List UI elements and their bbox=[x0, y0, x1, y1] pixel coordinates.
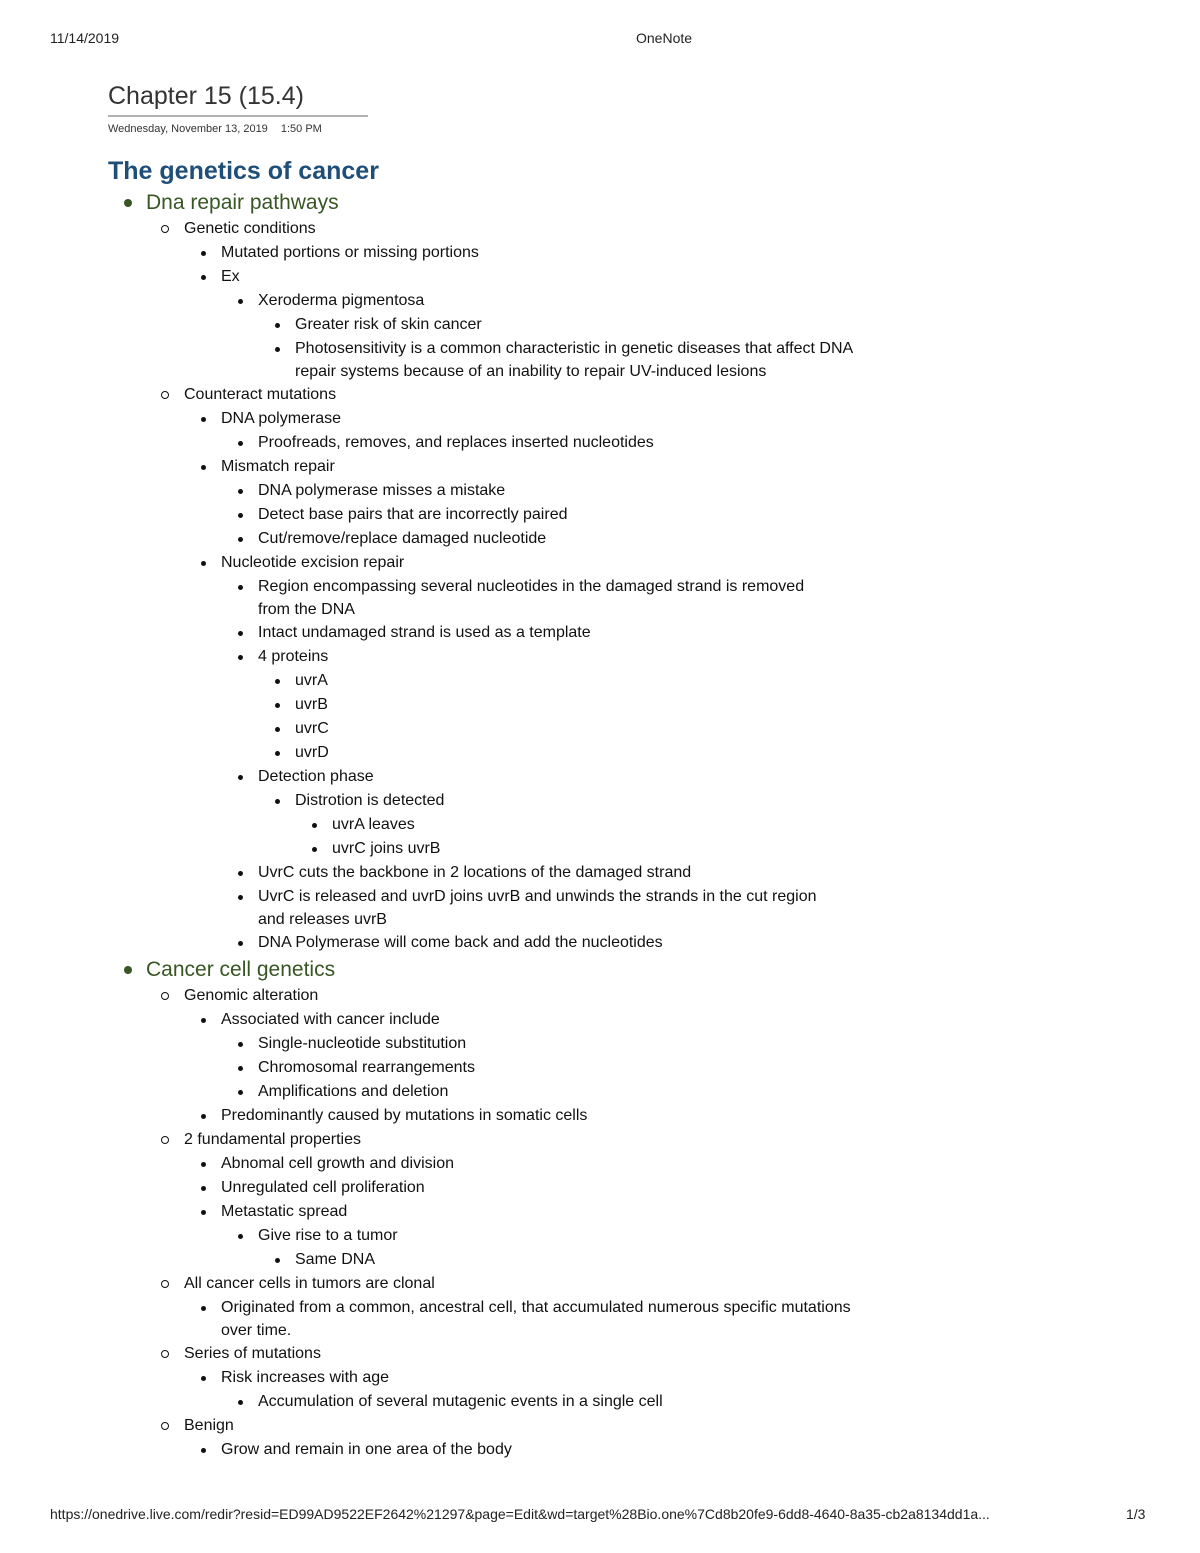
item-label: Abnomal cell growth and division bbox=[221, 1155, 455, 1172]
item-label: Mismatch repair bbox=[221, 458, 335, 475]
item-label: uvrB bbox=[295, 696, 328, 713]
bullet-icon bbox=[312, 823, 317, 828]
outline-item-cancer-cell-genetics bbox=[146, 955, 1008, 1462]
bullet-icon bbox=[238, 299, 243, 304]
list-item bbox=[221, 241, 1008, 265]
outline bbox=[108, 188, 1008, 1462]
circle-bullet-icon bbox=[161, 391, 169, 399]
bullet-icon bbox=[275, 703, 280, 708]
bullet-icon bbox=[201, 417, 206, 422]
item-label: Photosensitivity is a common characteristic in genetic diseases that affect DNA repair systems because of an inability to repair UV-induced lesions bbox=[295, 340, 853, 380]
bullet-icon bbox=[201, 1114, 206, 1119]
item-label: Distrotion is detected bbox=[295, 792, 445, 809]
item-label: Benign bbox=[184, 1417, 234, 1434]
item-label: Nucleotide excision repair bbox=[221, 554, 405, 571]
list-item bbox=[258, 1032, 1008, 1056]
item-label: Region encompassing several nucleotides in the damaged strand is removed from the DNA bbox=[258, 578, 805, 618]
bullet-icon bbox=[201, 251, 206, 256]
list-item bbox=[258, 621, 1008, 645]
bullet-icon bbox=[238, 585, 243, 590]
item-label: Counteract mutations bbox=[184, 386, 337, 403]
circle-bullet-icon bbox=[161, 1280, 169, 1288]
bullet-icon bbox=[201, 1376, 206, 1381]
outline-item-benign bbox=[184, 1414, 1008, 1462]
bullet-icon bbox=[201, 1018, 206, 1023]
circle-bullet-icon bbox=[161, 992, 169, 1000]
bullet-icon bbox=[201, 1186, 206, 1191]
bullet-icon bbox=[275, 323, 280, 328]
bullet-icon bbox=[238, 1090, 243, 1095]
list-item bbox=[258, 503, 1008, 527]
bullet-icon bbox=[275, 1258, 280, 1263]
item-label: Give rise to a tumor bbox=[258, 1227, 398, 1244]
bullet-icon bbox=[201, 275, 206, 280]
item-label: DNA Polymerase will come back and add the nucleotides bbox=[258, 934, 663, 951]
list-item bbox=[221, 1296, 861, 1342]
list-item bbox=[258, 1056, 1008, 1080]
print-app-name: OneNote bbox=[636, 30, 693, 46]
item-label: uvrC bbox=[295, 720, 329, 737]
outline-item-counteract-mutations bbox=[184, 383, 1008, 955]
list-item bbox=[221, 407, 1008, 455]
bullet-icon bbox=[275, 799, 280, 804]
outline-item-series-of-mutations bbox=[184, 1342, 1008, 1414]
item-label: Chromosomal rearrangements bbox=[258, 1059, 475, 1076]
item-label: 2 fundamental properties bbox=[184, 1131, 361, 1148]
list-item bbox=[221, 1438, 1008, 1462]
list-item bbox=[258, 431, 1008, 455]
circle-bullet-icon bbox=[161, 1422, 169, 1430]
item-label: Greater risk of skin cancer bbox=[295, 316, 482, 333]
bullet-icon bbox=[201, 561, 206, 566]
item-label: Mutated portions or missing portions bbox=[221, 244, 479, 261]
bullet-icon bbox=[201, 1448, 206, 1453]
item-label: Associated with cancer include bbox=[221, 1011, 440, 1028]
list-item bbox=[295, 717, 1008, 741]
page-title: Chapter 15 (15.4) bbox=[108, 82, 368, 117]
list-item bbox=[258, 289, 1008, 383]
item-label: Cancer cell genetics bbox=[146, 958, 336, 981]
item-label: Grow and remain in one area of the body bbox=[221, 1441, 512, 1458]
bullet-icon bbox=[238, 489, 243, 494]
bullet-icon bbox=[201, 1210, 206, 1215]
section-heading: The genetics of cancer bbox=[108, 157, 379, 185]
list-item bbox=[258, 479, 1008, 503]
list-item bbox=[295, 669, 1008, 693]
item-label: Single-nucleotide substitution bbox=[258, 1035, 467, 1052]
list-item bbox=[221, 1176, 1008, 1200]
item-label: Unregulated cell proliferation bbox=[221, 1179, 425, 1196]
list-item bbox=[332, 837, 1008, 861]
item-label: Series of mutations bbox=[184, 1345, 321, 1362]
bullet-icon bbox=[201, 1162, 206, 1167]
list-item bbox=[221, 455, 1008, 551]
list-item bbox=[258, 861, 1008, 885]
outline-item-dna-repair bbox=[146, 188, 1008, 955]
bullet-icon bbox=[238, 895, 243, 900]
outline-item-genetic-conditions bbox=[184, 217, 1008, 383]
bullet-icon bbox=[124, 199, 132, 207]
list-item bbox=[221, 265, 1008, 383]
bullet-icon bbox=[238, 513, 243, 518]
item-label: uvrA bbox=[295, 672, 328, 689]
list-item bbox=[295, 337, 855, 383]
bullet-icon bbox=[275, 679, 280, 684]
item-label: Dna repair pathways bbox=[146, 191, 339, 214]
list-item bbox=[221, 1008, 1008, 1104]
list-item bbox=[258, 575, 818, 621]
note-content bbox=[108, 154, 1008, 1462]
bullet-icon bbox=[201, 1306, 206, 1311]
page-created bbox=[108, 123, 332, 135]
list-item bbox=[258, 1080, 1008, 1104]
list-item bbox=[332, 813, 1008, 837]
bullet-icon bbox=[238, 1400, 243, 1405]
list-item bbox=[295, 693, 1008, 717]
bullet-icon bbox=[275, 347, 280, 352]
bullet-icon bbox=[238, 775, 243, 780]
list-item bbox=[221, 551, 1008, 955]
item-label: Amplifications and deletion bbox=[258, 1083, 449, 1100]
bullet-icon bbox=[124, 966, 132, 974]
item-label: Metastatic spread bbox=[221, 1203, 348, 1220]
bullet-icon bbox=[238, 1042, 243, 1047]
item-label: Proofreads, removes, and replaces inserted nucleotides bbox=[258, 434, 654, 451]
item-label: DNA polymerase misses a mistake bbox=[258, 482, 506, 499]
list-item bbox=[221, 1104, 1008, 1128]
list-item bbox=[221, 1152, 1008, 1176]
item-label: Same DNA bbox=[295, 1251, 376, 1268]
bullet-icon bbox=[275, 727, 280, 732]
item-label: UvrC is released and uvrD joins uvrB and unwinds the strands in the cut region and releases uvrB bbox=[258, 888, 817, 928]
circle-bullet-icon bbox=[161, 225, 169, 233]
item-label: Xeroderma pigmentosa bbox=[258, 292, 425, 309]
outline-item-fundamental-properties bbox=[184, 1128, 1008, 1272]
item-label: Ex bbox=[221, 268, 240, 285]
bullet-icon bbox=[238, 1234, 243, 1239]
item-label: Risk increases with age bbox=[221, 1369, 390, 1386]
list-item bbox=[295, 741, 1008, 765]
bullet-icon bbox=[275, 751, 280, 756]
list-item bbox=[295, 1248, 1008, 1272]
item-label: DNA polymerase bbox=[221, 410, 342, 427]
item-label: 4 proteins bbox=[258, 648, 329, 665]
item-label: Accumulation of several mutagenic events in a single cell bbox=[258, 1393, 663, 1410]
bullet-icon bbox=[238, 441, 243, 446]
list-item bbox=[295, 789, 1008, 861]
outline-item-genomic-alteration bbox=[184, 984, 1008, 1128]
print-date: 11/14/2019 bbox=[50, 30, 120, 46]
created-time: 1:50 PM bbox=[280, 123, 322, 135]
item-label: UvrC cuts the backbone in 2 locations of the damaged strand bbox=[258, 864, 692, 881]
item-label: uvrD bbox=[295, 744, 329, 761]
page-number: 1/3 bbox=[1126, 1506, 1146, 1522]
print-url: https://onedrive.live.com/redir?resid=ED99AD9522EF2642%21297&page=Edit&wd=target%28Bio.one%7Cd8b20fe9-6dd8-4640-8a35-cb2a8134dd1a... bbox=[50, 1506, 990, 1522]
list-item bbox=[295, 313, 1008, 337]
bullet-icon bbox=[238, 631, 243, 636]
list-item bbox=[258, 765, 1008, 861]
list-item bbox=[258, 645, 1008, 765]
item-label: Originated from a common, ancestral cell, that accumulated numerous specific mutations over time. bbox=[221, 1299, 851, 1339]
bullet-icon bbox=[238, 537, 243, 542]
item-label: Cut/remove/replace damaged nucleotide bbox=[258, 530, 547, 547]
item-label: Detection phase bbox=[258, 768, 374, 785]
item-label: All cancer cells in tumors are clonal bbox=[184, 1275, 435, 1292]
item-label: Detect base pairs that are incorrectly paired bbox=[258, 506, 568, 523]
item-label: Genetic conditions bbox=[184, 220, 316, 237]
circle-bullet-icon bbox=[161, 1136, 169, 1144]
list-item bbox=[221, 1366, 1008, 1414]
outline-item-clonal bbox=[184, 1272, 1008, 1342]
bullet-icon bbox=[238, 655, 243, 660]
list-item bbox=[258, 931, 1008, 955]
list-item bbox=[258, 885, 838, 931]
list-item bbox=[221, 1200, 1008, 1272]
created-date: Wednesday, November 13, 2019 bbox=[108, 123, 268, 135]
bullet-icon bbox=[238, 1066, 243, 1071]
item-label: uvrC joins uvrB bbox=[332, 840, 441, 857]
list-item bbox=[258, 1224, 1008, 1272]
bullet-icon bbox=[312, 847, 317, 852]
bullet-icon bbox=[201, 465, 206, 470]
circle-bullet-icon bbox=[161, 1350, 169, 1358]
bullet-icon bbox=[238, 871, 243, 876]
item-label: Predominantly caused by mutations in somatic cells bbox=[221, 1107, 588, 1124]
bullet-icon bbox=[238, 941, 243, 946]
item-label: Intact undamaged strand is used as a template bbox=[258, 624, 591, 641]
item-label: Genomic alteration bbox=[184, 987, 319, 1004]
list-item bbox=[258, 527, 1008, 551]
item-label: uvrA leaves bbox=[332, 816, 415, 833]
list-item bbox=[258, 1390, 1008, 1414]
